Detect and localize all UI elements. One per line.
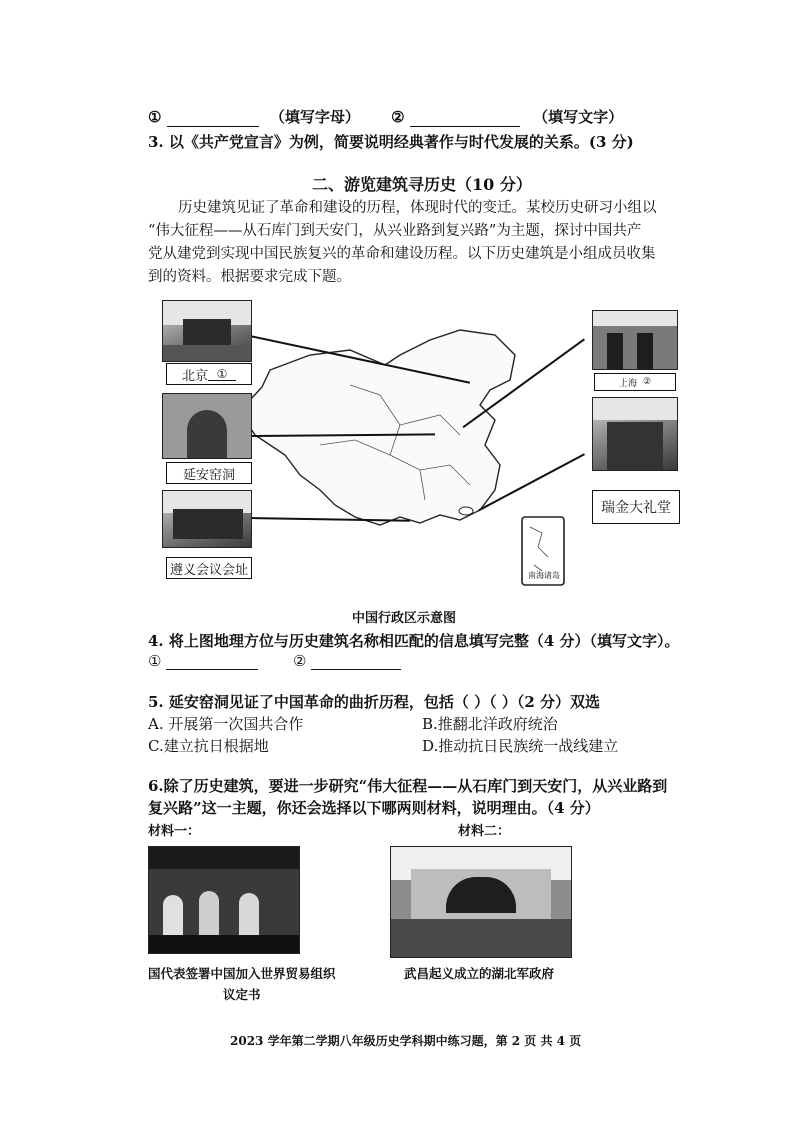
q4-answer-line [148,652,401,670]
section2-intro-line1: 历史建筑见证了革命和建设的历程，体现时代的变迁。某校历史研习小组以 [178,200,657,216]
section2-intro-line2: “伟大征程——从石库门到天安门，从兴业路到复兴路”为主题，探讨中国共产 [148,223,642,239]
q5-option-d[interactable]: D.推动抗日民族统一战线建立 [422,737,619,755]
material1-caption-line2: 议定书 [223,987,261,1002]
q2-blank1-field[interactable] [167,110,259,127]
section2-title: 二、游览建筑寻历史（10 分） [312,175,532,194]
section2-intro-line4: 到的资料。根据要求完成下题。 [148,269,351,285]
beijing-tiananmen-photo [162,300,252,362]
q4-blank1-number: ① [148,652,162,670]
q2-blank1-hint: （填写字母） [269,108,360,126]
q4-blank2-field[interactable] [311,653,401,670]
q2-blank1-number: ① [148,108,162,126]
material2-label: 材料二： [458,824,511,839]
q5-option-a[interactable]: A. 开展第一次国共合作 [148,715,304,733]
inset-label: 南海诸岛 [528,571,560,580]
shanghai-label [594,373,676,391]
zunyi-label: 遵义会议会址 [166,557,252,579]
material2-hubei-military-government-photo [390,846,572,958]
shanghai-shikumen-photo [592,310,678,370]
shanghai-blank-number[interactable]: ② [642,377,652,387]
q5-option-b[interactable]: B.推翻北洋政府统治 [422,715,558,733]
map-caption: 中国行政区示意图 [352,611,457,626]
q6-question-line1: 6.除了历史建筑，要进一步研究“伟大征程——从石库门到天安门，从兴业路到 [148,777,668,795]
beijing-label-text: 北京 [181,368,208,384]
q5-question: 5. 延安窑洞见证了中国革命的曲折历程，包括（ ）（ ）（2 分）双选 [148,693,600,711]
material1-caption-line1: 国代表签署中国加入世界贸易组织 [148,966,336,981]
ruijin-hall-photo [592,397,678,471]
material1-label: 材料一： [148,824,201,839]
beijing-blank-number: ① [216,367,228,381]
q6-question-line2: 复兴路”这一主题，你还会选择以下哪两则材料，说明理由。（4 分） [148,799,600,817]
material1-wto-signing-photo [148,846,300,954]
q2-blank2-hint: （填写文字） [533,108,624,126]
q2-blank2-number: ② [391,108,405,126]
q2-answer-line [148,106,623,127]
q4-question: 4. 将上图地理方位与历史建筑名称相匹配的信息填写完整（4 分）（填写文字）。 [148,632,680,650]
zunyi-meeting-site-photo [162,490,252,548]
yanan-cave-photo [162,393,252,459]
q3-question: 3. 以《共产党宣言》为例，简要说明经典著作与时代发展的关系。(3 分) [148,133,634,151]
q4-blank2-number: ② [293,652,307,670]
yanan-label: 延安窑洞 [166,462,252,484]
ruijin-label: 瑞金大礼堂 [592,490,680,524]
shanghai-label-text: 上海 [618,378,637,389]
page-footer: 2023 学年第二学期八年级历史学科期中练习题，第 2 页 共 4 页 [230,1034,582,1048]
material2-caption: 武昌起义成立的湖北军政府 [404,966,555,981]
q4-blank1-field[interactable] [166,653,258,670]
beijing-blank-field[interactable] [208,367,236,381]
q2-blank2-field[interactable] [410,110,520,127]
beijing-label [166,363,252,385]
map-figure [150,295,690,615]
q5-option-c[interactable]: C.建立抗日根据地 [148,737,269,755]
section2-intro-line3: 党从建党到实现中国民族复兴的革命和建设历程。以下历史建筑是小组成员收集 [148,246,656,262]
